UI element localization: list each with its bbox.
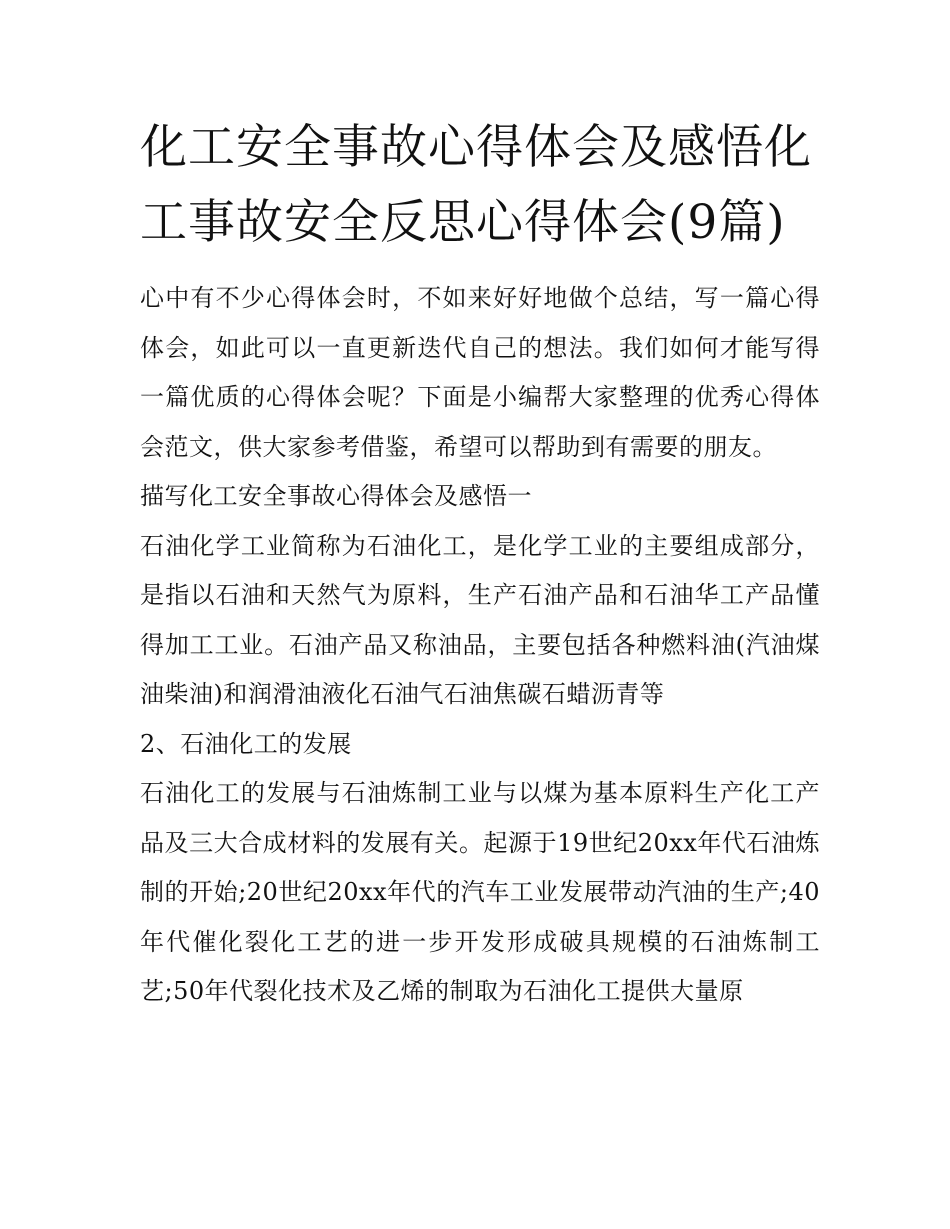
- subsection-heading: 2、石油化工的发展: [140, 729, 352, 758]
- document-page: [140, 110, 820, 1017]
- body-paragraph: 石油化工的发展与石油炼制工业与以煤为基本原料生产化工产品及三大合成材料的发展有关。起源于19世纪20xx年代石油炼制的开始;20世纪20xx年代的汽车工业发展带动汽油的生产;40年代催化裂化工艺的进一步开发形成破具规模的石油炼制工艺;50年代裂化技术及乙烯的制取为石油化工提供大量原: [140, 779, 820, 1005]
- body-paragraph: 石油化学工业简称为石油化工，是化学工业的主要组成部分，是指以石油和天然气为原料，生产石油产品和石油华工产品懂得加工工业。石油产品又称油品，主要包括各种燃料油(汽油煤油柴油)和润滑油液化石油气石油焦碳石蜡沥青等: [140, 531, 820, 708]
- document-body: [140, 274, 820, 1017]
- intro-paragraph: 心中有不少心得体会时，不如来好好地做个总结，写一篇心得体会，如此可以一直更新迭代自己的想法。我们如何才能写得一篇优质的心得体会呢？下面是小编帮大家整理的优秀心得体会范文，供大家参考借鉴，希望可以帮助到有需要的朋友。: [140, 284, 820, 461]
- section-heading: 描写化工安全事故心得体会及感悟一: [140, 482, 532, 510]
- page-title: 化工安全事故心得体会及感悟化工事故安全反思心得体会(9篇): [140, 120, 812, 250]
